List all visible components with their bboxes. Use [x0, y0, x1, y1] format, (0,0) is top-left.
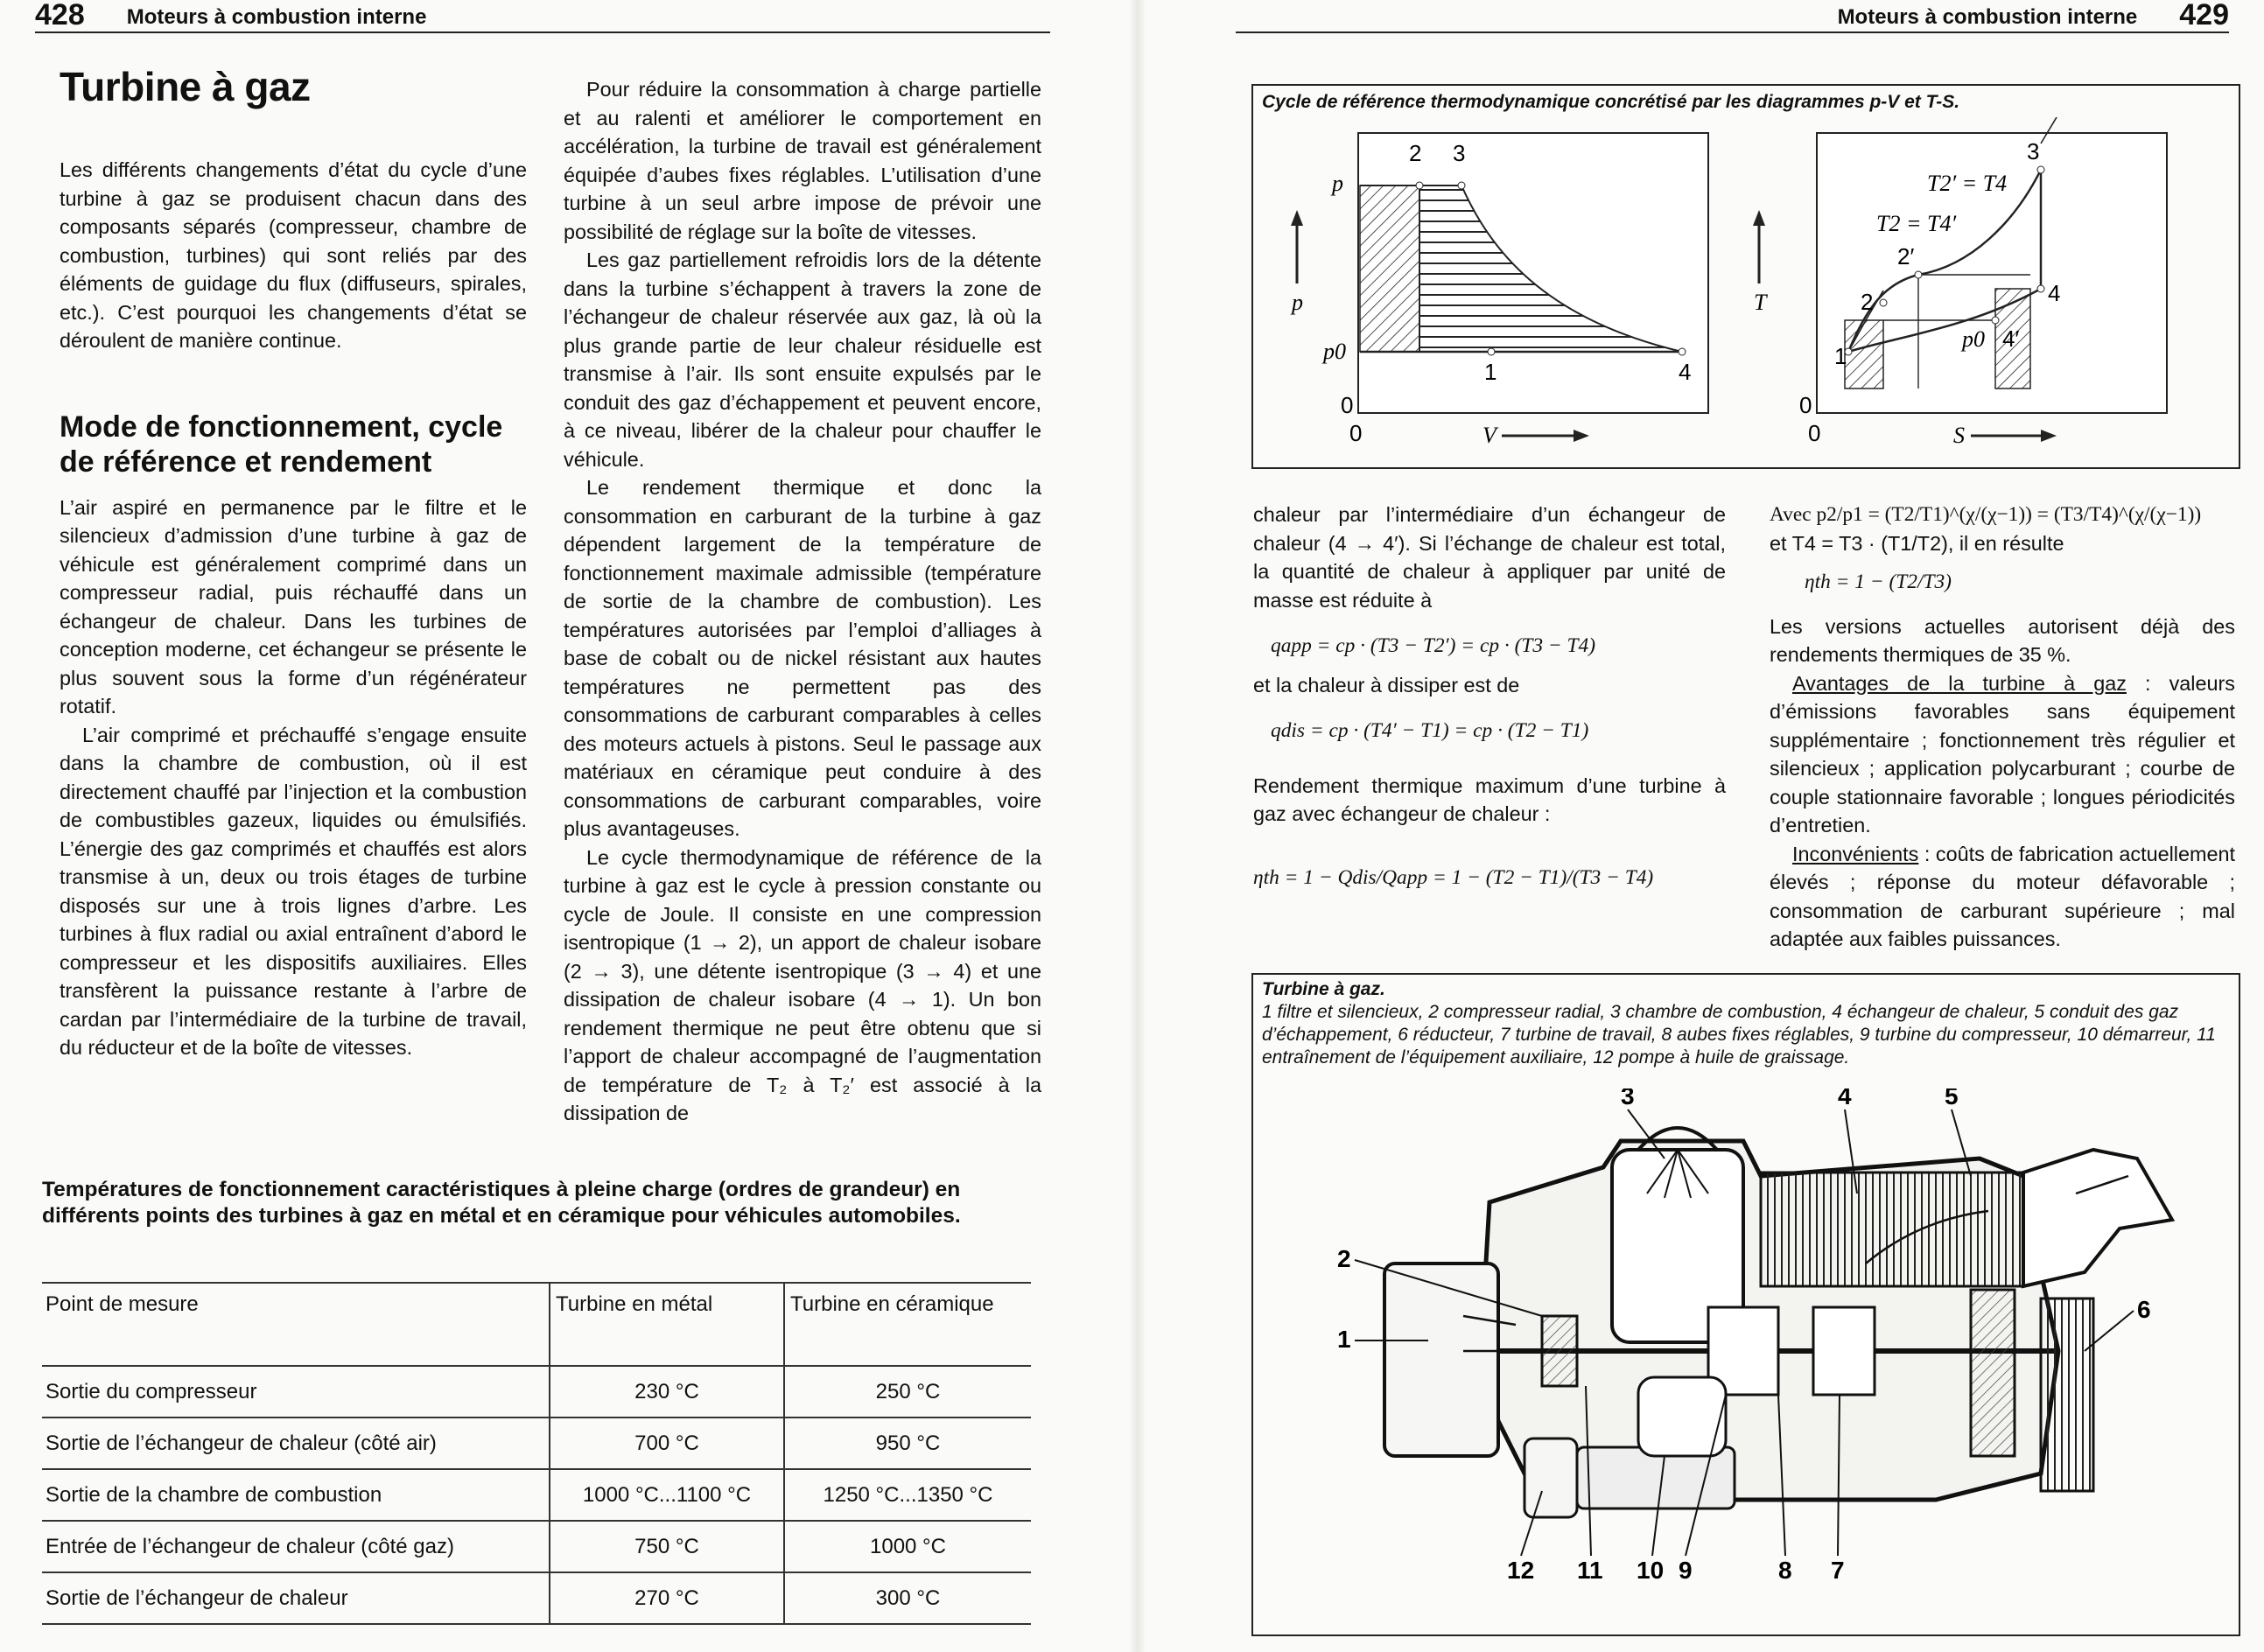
- ts-point-4: 4: [2048, 280, 2061, 306]
- table-cell-point: Sortie de la chambre de combustion: [42, 1469, 550, 1521]
- ts-p0-label: p0: [1962, 326, 1985, 352]
- turbine-figure-title: Turbine à gaz.: [1262, 979, 1385, 999]
- pv-diagram: [1290, 133, 1708, 448]
- ts-origin-y: 0: [1799, 392, 1812, 418]
- formula-qapp: qapp = cp · (T3 − T2′) = cp · (T3 − T4): [1271, 634, 1596, 657]
- table-cell-metal: 750 °C: [550, 1521, 784, 1572]
- left-page-number: 428: [35, 0, 85, 32]
- callout-10: 10: [1637, 1557, 1665, 1584]
- formula-eta-2: ηth = 1 − (T2/T3): [1805, 570, 1952, 593]
- table-cell-ceramic: 300 °C: [784, 1572, 1031, 1624]
- advantages-text: : valeurs d’émissions favorables sans équipement supplémentaire ; fonctionnement très régulier et silencieux ; application polycarburant ; courbe de couple stationnaire favorable ; longues périodicités d’entretien.: [1770, 671, 2235, 836]
- callout-11: 11: [1577, 1557, 1603, 1584]
- table-row: [42, 1469, 1031, 1521]
- table-row: [42, 1521, 1031, 1572]
- left-column-1: [60, 156, 527, 1062]
- col2-paragraph-2: Les gaz partiellement refroidis lors de la détente dans la turbine s’échappent à travers la zone de l’échangeur de chaleur réservée aux gaz, là où la plus grande partie de leur chaleur résiduelle est transmise à l’air. Ils sont ensuite expulsés par le conduit des gaz d’échappement et peuvent encore, à ce niveau, libérer de la chaleur pour chauffer le véhicule.: [564, 248, 1041, 471]
- ts-point-2: 2: [1861, 289, 1874, 315]
- callout-12: 12: [1507, 1557, 1535, 1584]
- table-cell-point: Sortie du compresseur: [42, 1366, 550, 1418]
- pv-x-axis-label: V: [1482, 423, 1496, 448]
- intro-paragraph: Les différents changements d’état du cycle d’une turbine à gaz se produisent chacun dans des composants séparés (compresseur, chambre de combustion, turbines) qui sont reliés par des éléments de guidage du flux (diffuseurs, spirales, etc.). C’est pourquoi les changements d’état se déroulent de manière continue.: [60, 158, 527, 352]
- ts-point-2prime: 2′: [1897, 243, 1915, 270]
- callout-9: 9: [1679, 1557, 1693, 1584]
- rc2-drawbacks: [1770, 840, 2235, 954]
- right-running-title: Moteurs à combustion interne: [1837, 5, 2138, 29]
- table-cell-point: Sortie de l’échangeur de chaleur (côté air): [42, 1418, 550, 1469]
- pv-origin-y: 0: [1341, 392, 1354, 418]
- rc2-line-2: et T4 = T3 · (T1/T2), il en résulte: [1770, 531, 2064, 555]
- right-column-1: [1253, 500, 1726, 892]
- rc2-paragraph-1: Les versions actuelles autorisent déjà des rendements thermiques de 35 %.: [1770, 614, 2235, 666]
- callout-8: 8: [1778, 1557, 1792, 1584]
- table-row: [42, 1572, 1031, 1624]
- cycle-figure-caption: Cycle de référence thermodynamique concrétisé par les diagrammes p-V et T-S.: [1262, 92, 1960, 112]
- rc1-paragraph-3: Rendement thermique maximum d’une turbine à gaz avec échangeur de chaleur :: [1253, 774, 1726, 825]
- ts-x-axis-label: S: [1953, 423, 1965, 448]
- temperature-table: [42, 1282, 1031, 1625]
- pv-point-2: 2: [1409, 140, 1422, 166]
- table-cell-ceramic: 1250 °C...1350 °C: [784, 1469, 1031, 1521]
- section-heading: Mode de fonctionnement, cycle de référence et rendement: [60, 410, 503, 479]
- col2-paragraph-1: Pour réduire la consommation à charge partielle et au ralenti et améliorer le comportement en accélération, la turbine de travail est généralement équipée d’aubes fixes réglables. L’utilisation d’une turbine à un seul arbre impose de prévoir une possibilité de réglage sur la boîte de vitesses.: [564, 78, 1041, 243]
- turbine-figure: [1251, 973, 2240, 1636]
- rc2-line-1: Avec p2/p1 = (T2/T1)^(χ/(χ−1)) = (T3/T4)^(χ/(χ−1)): [1770, 503, 2202, 526]
- advantages-label: Avantages de la turbine à gaz: [1792, 671, 2127, 695]
- pv-y-axis-label: p: [1292, 290, 1303, 315]
- pv-point-3: 3: [1453, 140, 1466, 166]
- table-cell-ceramic: 250 °C: [784, 1366, 1031, 1418]
- col2-paragraph-4: Le cycle thermodynamique de référence de la turbine à gaz est le cycle à pression constante ou cycle de Joule. Il consiste en une compression isentropique (1 → 2), un apport de chaleur isobare (2 → 3), une détente isentropique (3 → 4) et une dissipation de chaleur isobare (4 → 1). Un bon rendement thermique ne peut être obtenu que si l’apport de chaleur accompagné de l’augmentation de température de T₂ à T₂′ est associé à la dissipation de: [564, 845, 1041, 1124]
- formula-qdis: qdis = cp · (T4′ − T1) = cp · (T2 − T1): [1271, 719, 1589, 742]
- rc1-paragraph-1: chaleur par l’intermédiaire d’un échangeur de chaleur (4 → 4′). Si l’échange de chaleur est total, la quantité de chaleur à appliquer par unité de masse est réduite à: [1253, 503, 1726, 612]
- ts-y-axis-label: T: [1754, 290, 1767, 315]
- ts-equation-2: T2 = T4′: [1876, 211, 1957, 236]
- section-paragraph-2: L’air comprimé et préchauffé s’engage ensuite dans la chambre de combustion, où il est directement chauffé par l’injection et la combustion de combustibles gazeux, liquides ou émulsifiés. L’énergie des gaz comprimés et chauffés est alors transmise à un, deux ou trois étages de turbine disposés sur une à trois lignes d’arbre. Les turbines à flux radial ou axial entraînent d’abord le compresseur et les dispositifs auxiliaires. Elles transfèrent la puissance restante à l’arbre de cardan par l’intermédiaire de la turbine de travail, du réducteur et de la boîte de vitesses.: [60, 723, 527, 1059]
- callout-7: 7: [1831, 1557, 1845, 1584]
- table-header-point: Point de mesure: [42, 1283, 550, 1366]
- table-header-metal: Turbine en métal: [550, 1283, 784, 1366]
- rc2-advantages: [1770, 669, 2235, 840]
- right-page: [1138, 0, 2264, 1652]
- formula-eta: ηth = 1 − Qdis/Qapp = 1 − (T2 − T1)/(T3 − T4): [1253, 865, 1654, 889]
- drawbacks-label: Inconvénients: [1792, 842, 1919, 865]
- col2-paragraph-3: Le rendement thermique et donc la consommation en carburant de la turbine à gaz dépendent largement de la température de fonctionnement maximale admissible (température de sortie de la chambre de combustion). Les températures autorisées par l’emploi d’alliages à base de cobalt ou de nickel résistant aux hautes températures ne permettent pas des consommations de carburant comparables à celles des moteurs actuels à pistons. Seul le passage aux matériaux en céramique peut conduire à des consommations de carburant comparables, voire plus avantageuses.: [564, 476, 1041, 840]
- page-title: Turbine à gaz: [60, 64, 311, 109]
- table-header-ceramic: Turbine en céramique: [784, 1283, 1031, 1366]
- ts-point-3: 3: [2027, 138, 2040, 164]
- pv-origin-x: 0: [1349, 420, 1363, 446]
- callout-5: 5: [1945, 1088, 1959, 1110]
- left-column-2: [564, 75, 1041, 1128]
- pv-p0-label: p0: [1323, 339, 1346, 364]
- table-cell-point: Entrée de l’échangeur de chaleur (côté gaz): [42, 1521, 550, 1572]
- callout-4: 4: [1838, 1088, 1852, 1110]
- table-cell-metal: 270 °C: [550, 1572, 784, 1624]
- turbine-figure-legend: 1 filtre et silencieux, 2 compresseur radial, 3 chambre de combustion, 4 échangeur de chaleur, 5 conduit des gaz d’échappement, 6 réducteur, 7 turbine de travail, 8 aubes fixes réglables, 9 turbine du compresseur, 10 démarreur, 11 entraînement de l’équipement auxiliaire, 12 pompe à huile de graissage.: [1262, 1002, 2216, 1068]
- table-cell-metal: 700 °C: [550, 1418, 784, 1469]
- ts-equation-1: T2′ = T4: [1927, 171, 2008, 196]
- left-running-title: Moteurs à combustion interne: [126, 5, 427, 29]
- left-running-header: [35, 0, 426, 30]
- ts-diagram: [1753, 117, 2167, 448]
- right-column-2: [1770, 500, 2235, 954]
- pv-p-label: p: [1332, 171, 1343, 196]
- right-page-number: 429: [2179, 0, 2229, 32]
- table-header-row: [42, 1283, 1031, 1366]
- ts-point-1: 1: [1834, 343, 1847, 369]
- table-cell-ceramic: 950 °C: [784, 1418, 1031, 1469]
- cycle-diagrams: [1253, 117, 2239, 467]
- callout-6: 6: [2137, 1296, 2151, 1323]
- table-cell-metal: 1000 °C...1100 °C: [550, 1469, 784, 1521]
- ts-point-4prime: 4′: [2002, 326, 2020, 352]
- table-cell-ceramic: 1000 °C: [784, 1521, 1031, 1572]
- pv-point-4: 4: [1679, 359, 1692, 385]
- right-running-header: [1838, 0, 2229, 30]
- ts-origin-x: 0: [1808, 420, 1821, 446]
- table-row: [42, 1418, 1031, 1469]
- turbine-drawing: [1253, 1088, 2239, 1631]
- rc1-paragraph-2: et la chaleur à dissiper est de: [1253, 673, 1520, 696]
- right-header-rule: [1236, 32, 2229, 33]
- callout-2: 2: [1337, 1245, 1351, 1272]
- left-header-rule: [35, 32, 1050, 33]
- table-cell-metal: 230 °C: [550, 1366, 784, 1418]
- callout-1: 1: [1337, 1326, 1351, 1353]
- drawbacks-text: : coûts de fabrication actuellement élevés ; réponse du moteur défavorable ; consommation de carburant supérieure ; mal adaptée aux faibles puissances.: [1770, 842, 2235, 950]
- callout-3: 3: [1621, 1088, 1635, 1110]
- table-row: [42, 1366, 1031, 1418]
- table-caption: Températures de fonctionnement caractéristiques à pleine charge (ordres de grandeur) en différents points des turbines à gaz en métal et en céramique pour véhicules automobiles.: [42, 1178, 961, 1228]
- table-cell-point: Sortie de l’échangeur de chaleur: [42, 1572, 550, 1624]
- section-paragraph-1: L’air aspiré en permanence par le filtre et le silencieux d’admission d’une turbine à gaz de véhicule est généralement comprimé dans un compresseur radial, puis réchauffé dans un échangeur de chaleur. Dans les turbines de conception moderne, cet échangeur se présente le plus souvent sous la forme d’un régénérateur rotatif.: [60, 495, 527, 718]
- cycle-figure: [1251, 84, 2240, 469]
- turbine-figure-caption: [1253, 975, 2239, 1069]
- pv-point-1: 1: [1484, 359, 1497, 385]
